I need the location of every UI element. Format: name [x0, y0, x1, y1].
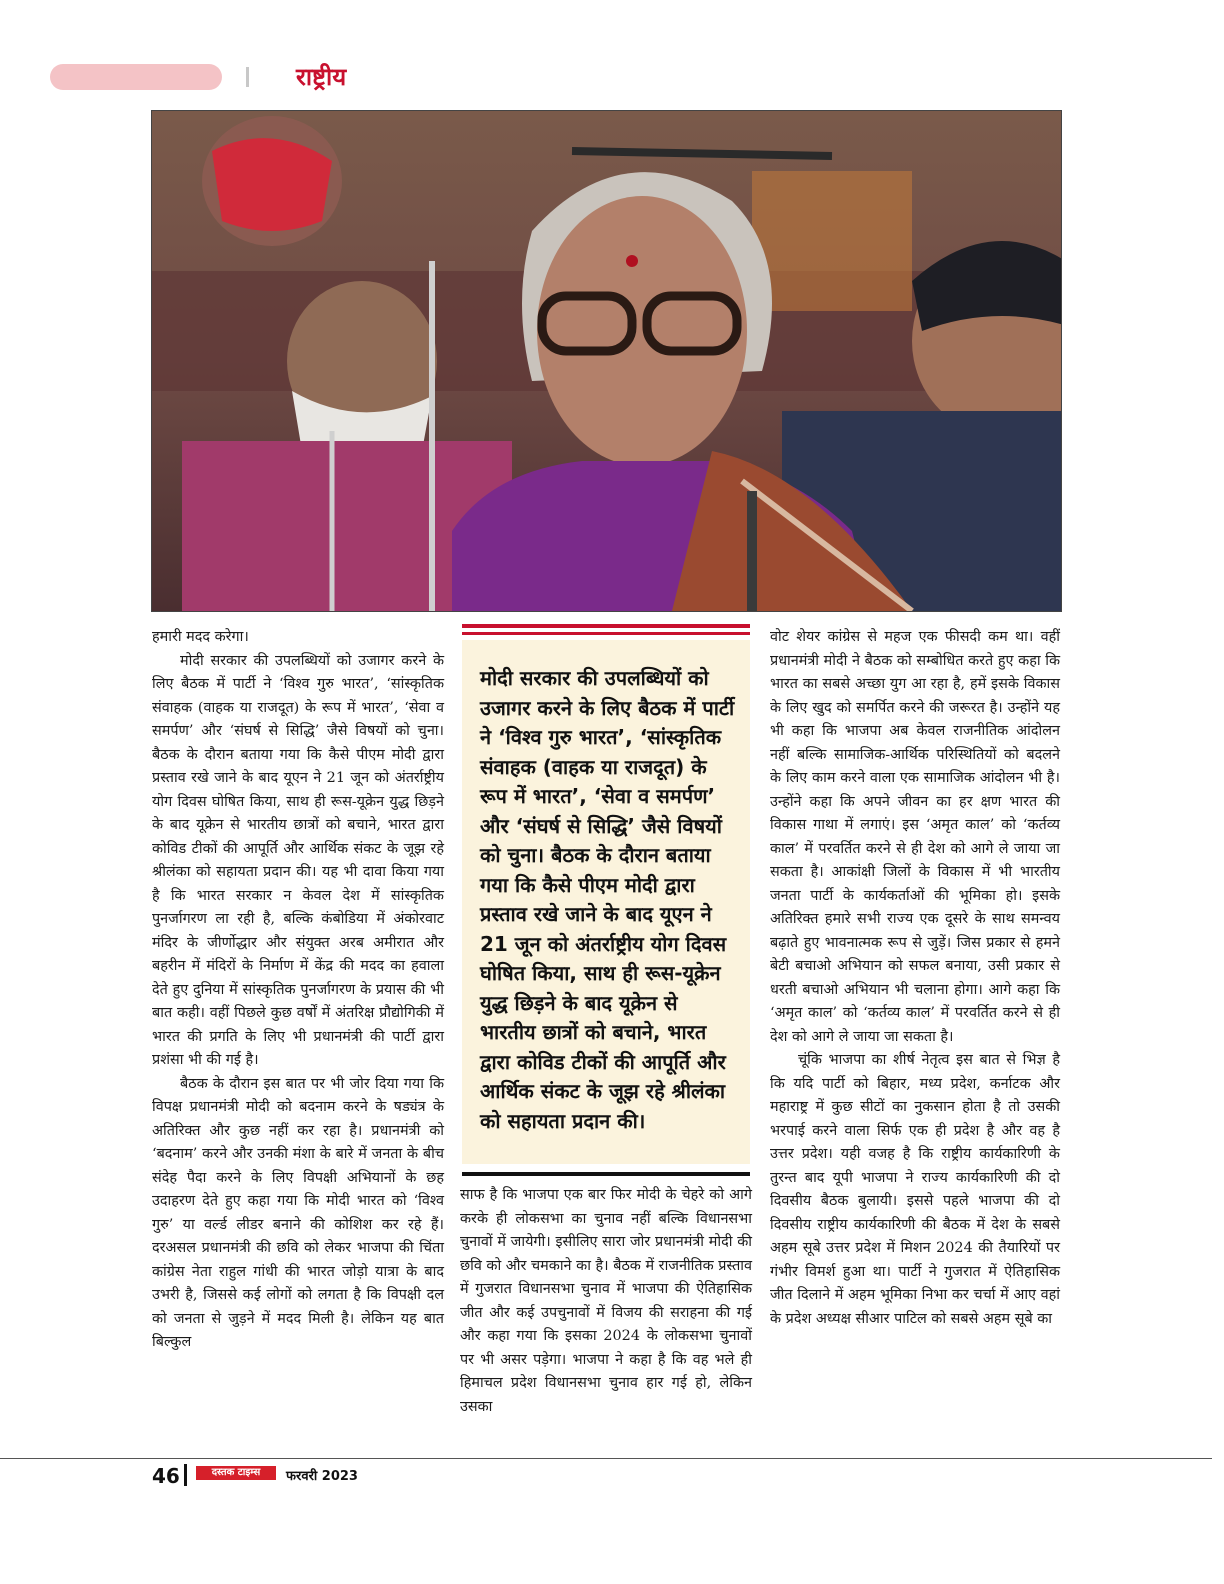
paragraph: वोट शेयर कांग्रेस से महज एक फीसदी कम था। वहीं प्रधानमंत्री मोदी ने बैठक को सम्बोधित करते हुए कहा कि भारत का सबसे अच्छा युग आ रहा है, हमें इसके विकास के लिए खुद को समर्पित करने की जरूरत है। उन्होंने यह भी कहा कि भाजपा अब केवल राजनीतिक आंदोलन नहीं बल्कि सामाजिक-आर्थिक परिस्थितियों को बदलने के लिए काम करने वाला एक सामाजिक आंदोलन भी है। उन्होंने कहा कि अपने जीवन का हर क्षण भारत की विकास गाथा में लगाएं। इस ‘अमृत काल’ को ‘कर्तव्य काल’ में परवर्तित करने से ही देश को आगे ले जाया जा सकता है। आकांक्षी जिलों के विकास में भी भारतीय जनता पार्टी के कार्यकर्ताओं की भूमिका हो। इसके अतिरिक्त हमारे सभी राज्य एक दूसरे के साथ समन्वय बढ़ाते हुए भावनात्मक रूप से जुड़ें। जिस प्रकार से हमने बेटी बचाओ अभियान को सफल बनाया, उसी प्रकार से धरती बचाओ अभियान भी चलाना होगा। आगे कहा कि ‘अमृत काल’ को ‘कर्तव्य काल’ में परवर्तित करने से ही देश को आगे ले जाया जा सकता है।	[770, 629, 1060, 1045]
article-column-1	[152, 626, 444, 1355]
footer-rule	[0, 1458, 1212, 1459]
pullquote-rule-top	[462, 624, 750, 628]
paragraph: चूंकि भाजपा का शीर्ष नेतृत्व इस बात से भिज्ञ है कि यदि पार्टी को बिहार, मध्य प्रदेश, कर्नाटक और महाराष्ट्र में कुछ सीटों का नुकसान होता है तो उसकी भरपाई करने वाला सिर्फ एक ही प्रदेश है और वह है उत्तर प्रदेश। यही वजह है कि राष्ट्रीय कार्यकारिणी के तुरन्त बाद यूपी भाजपा ने राज्य कार्यकारिणी की दो दिवसीय बैठक बुलायी। इससे पहले भाजपा की दो दिवसीय राष्ट्रीय कार्यकारिणी की बैठक में देश के सबसे अहम सूबे उत्तर प्रदेश में मिशन 2024 की तैयारियों पर गंभीर विमर्श हुआ था। पार्टी ने गुजरात में ऐतिहासिक जीत दिलाने में अहम भूमिका निभा कर चर्चा में आए वहां के प्रदेश अध्यक्ष सीआर पाटिल को सबसे अहम सूबे का	[770, 1052, 1060, 1327]
lead-photo	[151, 110, 1062, 612]
footer-divider	[184, 1464, 187, 1486]
paragraph: साफ है कि भाजपा एक बार फिर मोदी के चेहरे को आगे करके ही लोकसभा का चुनाव नहीं बल्कि विधानसभा चुनावों में जायेगी। इसीलिए सारा जोर प्रधानमंत्री मोदी की छवि को और चमकाने का है। बैठक में राजनीतिक प्रस्ताव में गुजरात विधानसभा चुनाव में भाजपा की ऐतिहासिक जीत और कई उपचुनावों में विजय की सराहना की गई और कहा गया कि इसका 2024 के लोकसभा चुनावों पर भी असर पड़ेगा। भाजपा ने कहा है कि वह भले ही हिमाचल प्रदेश विधानसभा चुनाव हार गई हो, लेकिन उसका	[460, 1187, 752, 1415]
magazine-logo: दस्तक टाइम्स	[196, 1466, 276, 1480]
article-column-2	[460, 1184, 752, 1419]
section-title: राष्ट्रीय	[296, 63, 347, 91]
paragraph: बैठक के दौरान इस बात पर भी जोर दिया गया कि विपक्ष प्रधानमंत्री मोदी को बदनाम करने के षड्यंत्र के अतिरिक्त और कुछ नहीं कर रहा है। प्रधानमंत्री को ‘बदनाम’ करने और उनकी मंशा के बारे में जनता के बीच संदेह पैदा करने के लिए विपक्षी अभियानों के छह उदाहरण देते हुए कहा गया कि मोदी भारत को ‘विश्व गुरु’ या वर्ल्ड लीडर बनाने की कोशिश कर रहे हैं। दरअसल प्रधानमंत्री की छवि को लेकर भाजपा की चिंता कांग्रेस नेता राहुल गांधी की भारत जोड़ो यात्रा के बाद उभरी है, जिससे कई लोगों को लगता है कि विपक्षी दल को जनता से जुड़ने में मदद मिली है। लेकिन यह बात बिल्कुल	[152, 1075, 444, 1350]
header-pill	[50, 64, 222, 90]
pullquote-rule-bottom	[462, 1172, 750, 1176]
article-column-3	[770, 626, 1060, 1331]
pullquote-rule-top-2	[462, 632, 750, 635]
paragraph: हमारी मदद करेगा।	[152, 629, 249, 645]
photo-illustration	[152, 111, 1061, 611]
page-number: 46	[152, 1464, 180, 1488]
issue-date: फरवरी 2023	[286, 1469, 358, 1484]
pullquote-text: मोदी सरकार की उपलब्धियों को उजागर करने के लिए बैठक में पार्टी ने ‘विश्व गुरु भारत’, ‘सांस्कृतिक संवाहक (वाहक या राजदूत) के रूप में भारत’, ‘सेवा व समर्पण’ और ‘संघर्ष से सिद्धि’ जैसे विषयों को चुना। बैठक के दौरान बताया गया कि कैसे पीएम मोदी द्वारा प्रस्ताव रखे जाने के बाद यूएन ने 21 जून को अंतर्राष्ट्रीय योग दिवस घोषित किया, साथ ही रूस-यूक्रेन युद्ध छिड़ने के बाद यूक्रेन से भारतीय छात्रों को बचाने, भारत द्वारा कोविड टीकों की आपूर्ति और आर्थिक संकट के जूझ रहे श्रीलंका को सहायता प्रदान की।	[480, 666, 735, 1133]
paragraph: मोदी सरकार की उपलब्धियों को उजागर करने के लिए बैठक में पार्टी ने ‘विश्व गुरु भारत’, ‘सांस्कृतिक संवाहक (वाहक या राजदूत) के रूप में भारत’, ‘सेवा व समर्पण’ और ‘संघर्ष से सिद्धि’ जैसे विषयों को चुना। बैठक के दौरान बताया गया कि कैसे पीएम मोदी द्वारा प्रस्ताव रखे जाने के बाद यूएन ने 21 जून को अंतर्राष्ट्रीय योग दिवस घोषित किया, साथ ही रूस-यूक्रेन युद्ध छिड़ने के बाद यूक्रेन से भारतीय छात्रों को बचाने, भारत द्वारा कोविड टीकों की आपूर्ति और आर्थिक संकट के जूझ रहे श्रीलंका को सहायता प्रदान की। यह भी दावा किया गया है कि भारत सरकार न केवल देश में सांस्कृतिक पुनर्जागरण ला रही है, बल्कि कंबोडिया में अंकोरवाट मंदिर के जीर्णोद्धार और संयुक्त अरब अमीरात और बहरीन में मंदिरों के निर्माण में केंद्र की मदद का हवाला देते हुए दुनिया में सांस्कृतिक पुनर्जागरण के प्रयास की भी बात कही। वहीं पिछले कुछ वर्षों में अंतरिक्ष प्रौद्योगिकी में भारत की प्रगति के लिए भी प्रधानमंत्री की पार्टी द्वारा प्रशंसा भी की गई है।	[152, 652, 444, 1068]
header-divider	[246, 67, 249, 87]
